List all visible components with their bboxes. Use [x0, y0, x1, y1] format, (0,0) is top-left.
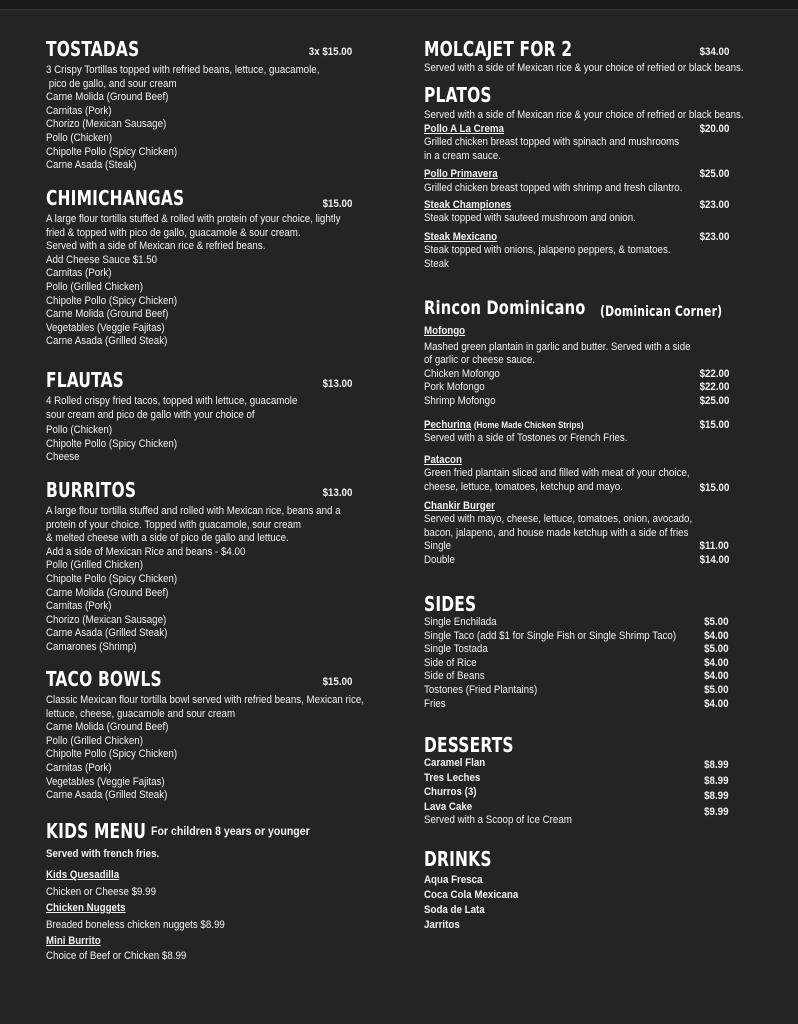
- item-name: Kids Quesadilla: [46, 869, 120, 881]
- section-title: MOLCAJET FOR 2: [424, 37, 573, 61]
- line: Classic Mexican flour tortilla bowl served with refried beans, Mexican rice,: [46, 694, 364, 706]
- item-name: Pollo A La Crema: [424, 122, 504, 135]
- section-title: SIDES: [424, 592, 477, 616]
- line: Carnitas (Pork): [46, 104, 112, 117]
- section-desc: Served with a side of Mexican rice & your choice of refried or black beans.: [424, 109, 744, 121]
- line: lettuce, cheese, guacamole and sour cream: [46, 707, 236, 720]
- dessert-row: [424, 757, 764, 771]
- dessert-price: $8.99: [704, 774, 729, 787]
- option-name: Shrimp Mofongo: [424, 394, 496, 407]
- item-price: $20.00: [699, 122, 729, 135]
- item-line: Steak topped with onions, jalapeno peppers, & tomatoes.: [424, 244, 671, 257]
- section-lines: [46, 395, 366, 465]
- item-line: cheese, lettuce, tomatoes, ketchup and mayo.: [424, 480, 623, 493]
- item-name: Mini Burrito: [46, 935, 101, 948]
- dessert-price: $8.99: [704, 790, 729, 803]
- section-kids-menu: [46, 820, 386, 964]
- line: Add Cheese Sauce $1.50: [46, 253, 158, 266]
- section-desc: Served with a side of Mexican rice & your choice of refried or black beans.: [424, 62, 744, 74]
- item-name-row: [424, 419, 737, 433]
- side-row: [424, 698, 764, 712]
- option-price: $22.00: [699, 367, 729, 380]
- option-row: [424, 381, 764, 395]
- line: Pollo (Grilled Chicken): [46, 280, 143, 293]
- menu-item: [424, 199, 764, 226]
- line: Carnitas (Pork): [46, 600, 112, 613]
- kids-item: [46, 902, 386, 932]
- section-title: Rincon Dominicano: [424, 297, 586, 319]
- line: Pollo (Grilled Chicken): [46, 734, 143, 747]
- line: 4 Rolled crispy fried tacos, topped with lettuce, guacamole: [46, 395, 298, 407]
- price: $13.00: [322, 487, 352, 499]
- item-line: Steak: [424, 257, 449, 270]
- item-name: Steak Championes: [424, 198, 512, 211]
- line: Camarones (Shrimp): [46, 640, 137, 653]
- item-line: of garlic or cheese sauce.: [424, 354, 536, 367]
- kids-note: Served with french fries.: [46, 848, 160, 860]
- item-line: Mashed green plantain in garlic and butter. Served with a side: [424, 340, 691, 353]
- menu-item: [424, 123, 764, 164]
- side-price: $4.00: [704, 697, 729, 710]
- line: Chipolte Pollo (Spicy Chicken): [46, 145, 178, 158]
- side-name: Side of Beans: [424, 670, 485, 683]
- menu-item-chankir: [424, 500, 764, 568]
- option-name: Pork Mofongo: [424, 381, 485, 394]
- section-title: TOSTADAS: [46, 37, 140, 61]
- side-row: [424, 670, 764, 684]
- item-desc: Chicken or Cheese $9.99: [46, 885, 156, 898]
- price: $15.00: [322, 198, 352, 210]
- line: Carne Molida (Ground Beef): [46, 721, 169, 734]
- item-line: in a cream sauce.: [424, 149, 501, 162]
- section-molcajete: [424, 38, 764, 75]
- line: Chipolte Pollo (Spicy Chicken): [46, 748, 178, 761]
- line: sour cream and pico de gallo with your choice of: [46, 408, 255, 421]
- section-desserts: [424, 734, 764, 828]
- side-name: Single Tostada: [424, 643, 488, 656]
- dessert-name: Churros (3): [424, 786, 477, 799]
- item-name: Chicken Nuggets: [46, 902, 126, 915]
- item-line: Grilled chicken breast topped with shrimp and fresh cilantro.: [424, 181, 683, 194]
- item-name-note: (Home Made Chicken Strips): [473, 419, 584, 430]
- section-title: FLAUTAS: [46, 368, 124, 392]
- line: Pollo (Chicken): [46, 424, 113, 437]
- dessert-name: Caramel Flan: [424, 757, 486, 769]
- line: Pollo (Chicken): [46, 131, 113, 144]
- line: A large flour tortilla stuffed and rolled with Mexican rice, beans and a: [46, 505, 341, 517]
- item-line: Steak topped with sauteed mushroom and onion.: [424, 212, 636, 225]
- line: Carne Asada (Grilled Steak): [46, 789, 168, 802]
- section-title-small: (Dominican Corner): [600, 304, 723, 320]
- item-price: $25.00: [699, 168, 729, 181]
- section-title: CHIMICHANGAS: [46, 186, 185, 210]
- item-line: Served with mayo, cheese, lettuce, tomatoes, onion, avocado,: [424, 513, 693, 526]
- line: 3 Crispy Tortillas topped with refried beans, lettuce, guacamole,: [46, 64, 320, 76]
- option-price: $25.00: [699, 394, 729, 407]
- line: Chipolte Pollo (Spicy Chicken): [46, 437, 178, 450]
- line: Carne Asada (Grilled Steak): [46, 627, 168, 640]
- section-lines: [46, 694, 386, 803]
- side-name: Tostones (Fried Plantains): [424, 683, 538, 696]
- section-platos: [424, 84, 764, 272]
- top-bar: [0, 0, 798, 10]
- item-line: Grilled chicken breast topped with spinach and mushrooms: [424, 136, 680, 149]
- drink-item: Soda de Lata: [424, 904, 485, 916]
- option-row: [424, 368, 764, 382]
- kids-subtitle: For children 8 years or younger: [151, 826, 310, 838]
- menu-item: [424, 168, 764, 195]
- side-row: [424, 616, 764, 630]
- section-burritos: [46, 479, 366, 652]
- line: Chorizo (Mexican Sausage): [46, 118, 167, 131]
- option-row: [424, 540, 764, 554]
- dessert-price: $8.99: [704, 759, 729, 771]
- line: Vegetables (Veggie Fajitas): [46, 321, 165, 334]
- section-flautas: [46, 369, 366, 462]
- menu-item-mofongo: [424, 325, 764, 409]
- price: $15.00: [322, 676, 352, 688]
- line: Add a side of Mexican Rice and beans - $4.00: [46, 545, 246, 558]
- item-line: Green fried plantain sliced and filled with meat of your choice,: [424, 467, 690, 480]
- dessert-row: [424, 786, 764, 803]
- item-desc: Served with a side of Tostones or French Fries.: [424, 432, 628, 445]
- option-price: $22.00: [699, 381, 729, 394]
- menu-item-pechurina: [424, 419, 764, 446]
- price: 3x $15.00: [308, 46, 352, 58]
- item-name: Pollo Primavera: [424, 168, 498, 181]
- side-price: $4.00: [704, 629, 729, 642]
- section-title: DESSERTS: [424, 733, 514, 757]
- line: & melted cheese with a side of pico de gallo and lettuce.: [46, 532, 289, 545]
- kids-item: [46, 869, 386, 899]
- dessert-row: [424, 772, 764, 786]
- side-name: Single Enchilada: [424, 616, 497, 628]
- option-name: Single: [424, 540, 452, 553]
- option-row: [424, 395, 764, 409]
- line: fried & topped with pico de gallo, guacamole & sour cream.: [46, 226, 301, 239]
- option-name: Double: [424, 553, 455, 566]
- dessert-row: [424, 800, 764, 818]
- item-line: bacon, jalapeno, and house made ketchup with a side of fries: [424, 526, 689, 539]
- section-lines: [46, 505, 366, 655]
- section-taco-bowls: [46, 668, 386, 800]
- side-row: [424, 684, 764, 698]
- item-name: Steak Mexicano: [424, 230, 498, 243]
- section-tostadas: [46, 38, 366, 170]
- dessert-price: $9.99: [704, 805, 729, 818]
- item-desc: Breaded boneless chicken nuggets $8.99: [46, 918, 225, 931]
- side-price: $5.00: [704, 683, 729, 696]
- menu-item: [424, 231, 764, 272]
- side-price: $4.00: [704, 656, 729, 669]
- item-name: Mofongo: [424, 325, 466, 337]
- item-name: Chankir Burger: [424, 499, 495, 512]
- line: Chipolte Pollo (Spicy Chicken): [46, 572, 178, 585]
- item-desc: Choice of Beef or Chicken $8.99: [46, 949, 187, 962]
- item-price: $15.00: [699, 481, 729, 494]
- item-price: $23.00: [699, 230, 729, 243]
- line: Carne Asada (Grilled Steak): [46, 335, 168, 348]
- line: Carnitas (Pork): [46, 761, 112, 774]
- dessert-note: Served with a Scoop of Ice Cream: [424, 814, 572, 827]
- section-title: KIDS MENU: [46, 819, 147, 843]
- section-rincon-dominicano: [424, 297, 764, 568]
- line: Pollo (Grilled Chicken): [46, 559, 143, 572]
- line: Carne Asada (Steak): [46, 159, 137, 172]
- line: Carne Molida (Ground Beef): [46, 308, 169, 321]
- price: $13.00: [322, 378, 352, 390]
- line: Carnitas (Pork): [46, 267, 112, 280]
- section-title: TACO BOWLS: [46, 667, 162, 691]
- dessert-name: Lava Cake: [424, 800, 473, 813]
- side-row: [424, 630, 764, 644]
- menu-item-patacon: [424, 454, 764, 495]
- side-name: Single Taco (add $1 for Single Fish or Single Shrimp Taco): [424, 629, 677, 642]
- line: Vegetables (Veggie Fajitas): [46, 775, 165, 788]
- line: A large flour tortilla stuffed & rolled with protein of your choice, lightly: [46, 213, 341, 225]
- side-name: Fries: [424, 697, 446, 710]
- option-price: $14.00: [699, 553, 729, 566]
- line: Served with a side of Mexican rice & refried beans.: [46, 240, 266, 253]
- price: $34.00: [699, 46, 729, 58]
- side-price: $5.00: [704, 616, 729, 628]
- drink-item: Aqua Fresca: [424, 874, 483, 886]
- option-price: $11.00: [699, 540, 729, 553]
- section-chimichangas: [46, 187, 366, 346]
- option-row: [424, 554, 764, 568]
- side-name: Side of Rice: [424, 656, 477, 669]
- kids-item: [46, 935, 386, 963]
- line: pico de gallo, and sour cream: [46, 77, 177, 90]
- line: Chipolte Pollo (Spicy Chicken): [46, 294, 178, 307]
- side-row: [424, 643, 764, 657]
- section-title: PLATOS: [424, 83, 492, 107]
- drink-item: Jarritos: [424, 919, 460, 931]
- section-title: DRINKS: [424, 847, 492, 871]
- item-price: $23.00: [699, 198, 729, 211]
- drink-item: Coca Cola Mexicana: [424, 889, 519, 901]
- item-name: Patacon: [424, 453, 462, 466]
- line: protein of your choice. Topped with guacamole, sour cream: [46, 518, 301, 531]
- section-title: BURRITOS: [46, 478, 137, 502]
- section-drinks: [424, 848, 764, 933]
- side-price: $4.00: [704, 670, 729, 683]
- line: Chorizo (Mexican Sausage): [46, 613, 167, 626]
- line: Carne Molida (Ground Beef): [46, 91, 169, 104]
- option-name: Chicken Mofongo: [424, 367, 500, 380]
- section-lines: [46, 213, 366, 349]
- item-name: Pechurina: [424, 418, 472, 431]
- line: Cheese: [46, 451, 80, 464]
- side-price: $5.00: [704, 643, 729, 656]
- section-sides: [424, 593, 764, 711]
- section-lines: [46, 64, 366, 173]
- item-price: $15.00: [699, 418, 729, 431]
- line: Carne Molida (Ground Beef): [46, 586, 169, 599]
- side-row: [424, 657, 764, 671]
- dessert-name: Tres Leches: [424, 771, 481, 784]
